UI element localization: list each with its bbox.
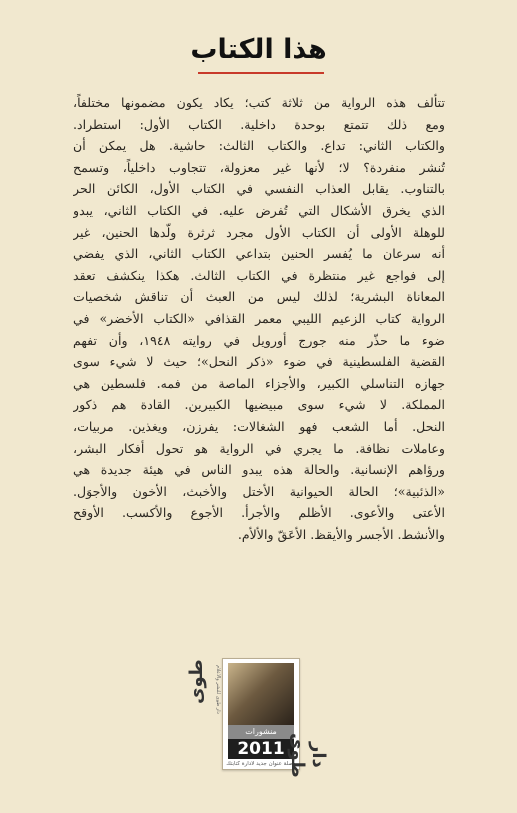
page-title: هذا الكتاب	[190, 34, 327, 65]
body-line: والأنشط. الأجسر والأيقظ. الأعَقّ والألأم.	[237, 526, 445, 542]
body-line: القضية الفلسطينية في ضوء «ذكر النحل»؛ حيث لا شيء سوى	[73, 354, 445, 370]
series-label: منشورات	[228, 725, 294, 739]
body-line: النحل. أما الشعب فهو الشغالات: يفرزن، ويغذين. مربيات،	[73, 418, 445, 434]
body-line: أنه سرعان ما يُفسر الحنين بتداعي الكتاب الثاني، الذي يفضي	[73, 246, 445, 262]
body-line: «الذئبية»؛ الحالة الحيوانية الأختل والأخبث، الأخون والأجوَل.	[73, 483, 445, 499]
publisher-side-text: دار طوى للنشر والاعلام	[215, 665, 221, 714]
body-line: للوهلة الأولى أن الكتاب الأول مجرد ثرثرة ولّدها الحنين، غير	[73, 224, 445, 240]
body-line: ومع ذلك تتمتع بوحدة داخلية. الكتاب الأول: استطراد.	[73, 116, 445, 132]
title-underline	[198, 72, 324, 74]
body-line: ضوء ما حذّر منه جورج أورويل في روايته ١٩٤٨، وأن تفهم	[73, 332, 445, 348]
book-description	[73, 92, 445, 545]
body-line: تُنشر منفردة؟ لا؛ لأنها غير معزولة، تتجاوب داخلياً، وتسمح	[73, 159, 445, 175]
body-line: المملكة. لا شيء سوى مبيضيها الكبيرين. القادة هم ذكور	[73, 397, 445, 413]
body-line: الذي يخرق الأشكال التي تُفرض عليه. في الكتاب الثاني، يبدو	[73, 202, 445, 218]
logo-caption: وصلة عنوان جديد لادارة كتابتك	[226, 761, 296, 767]
body-line: ورؤاهم الإنسانية. والحالة هذه يبدو الناس في هيئة جديدة هي	[73, 462, 445, 478]
publisher-logo-word: طوى	[186, 659, 207, 705]
logo-photo	[228, 663, 294, 725]
body-line: المعاناة البشرية؛ لذلك ليس من العبث أن تناقش شخصيات	[73, 289, 445, 305]
body-line: وعاملات نظافة. ما يجري في الرواية هو تحول أفكار البشر،	[73, 440, 445, 456]
body-line: بالتناوب. يقابل العذاب النفسي في الكتاب الأول، الكائن الحر	[73, 181, 445, 197]
body-line: إلى فواجع غير منتظرة في الكتاب الثالث. هكذا ينكشف تعقد	[73, 267, 445, 283]
publication-year: 2011	[228, 739, 294, 759]
publisher-logo-word-right: دار طوى	[287, 732, 329, 778]
body-line: الرواية كتاب الزعيم الليبي معمر القذافي «الكتاب الأخضر» في	[73, 310, 445, 326]
body-line: الأعتى والأعوى. الأظلم والأجرأ. الأجوع والأكسب. الأوقح	[73, 505, 445, 521]
body-line: جهازه التناسلي الكبير، والأجزاء الماصة من فمه. فلسطين هي	[73, 375, 445, 391]
body-line: والكتاب الثاني: تداع. والكتاب الثالث: حاشية. هل يمكن أن	[73, 138, 445, 154]
body-line: تتألف هذه الرواية من ثلاثة كتب؛ يكاد يكون مضمونها مختلفاً،	[73, 95, 445, 110]
